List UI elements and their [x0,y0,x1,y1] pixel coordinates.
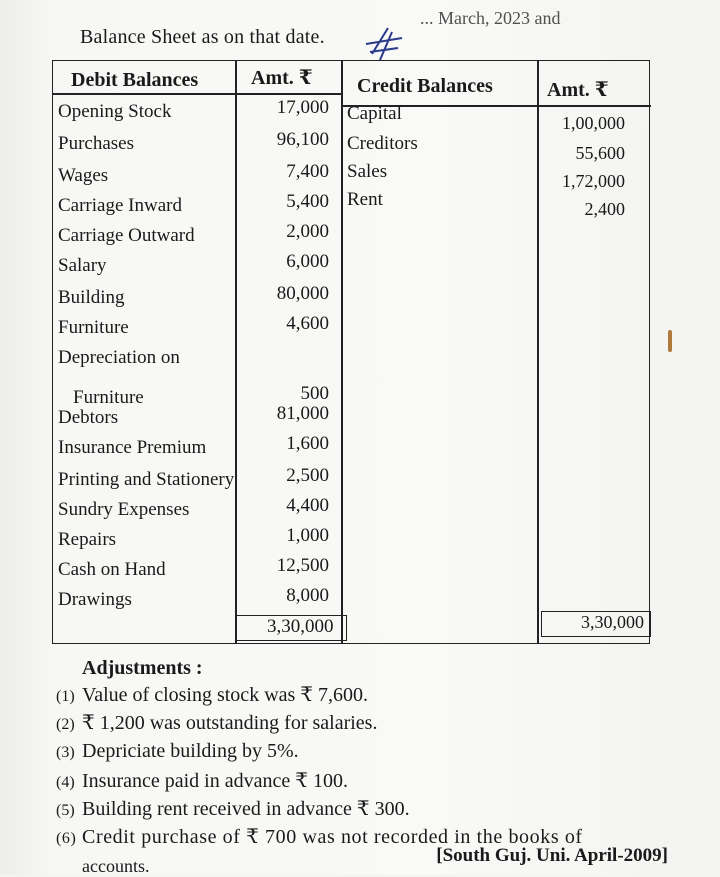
adjustments-title: Adjustments : [82,657,203,679]
debit-row-label: Sundry Expenses [58,499,190,520]
debit-row-label: Building [58,287,125,308]
debit-row-label: Debtors [58,407,119,428]
adjustment-text: Depriciate building by 5%. [82,740,299,762]
debit-row-amount: 5,400 [286,191,329,212]
credit-row-label: Creditors [347,133,418,154]
debit-row-label: Furniture [58,317,129,338]
trial-balance-table [52,60,650,644]
debit-row-label: Purchases [58,133,134,154]
credit-row-amount: 1,72,000 [562,171,625,191]
debit-row-amount: 2,000 [286,221,329,242]
debit-row-label: Furniture [73,387,144,408]
debit-row-amount: 12,500 [276,555,329,576]
debit-row-amount: 4,600 [286,313,329,334]
debit-row-label: Salary [58,255,107,276]
credit-row-amount: 55,600 [575,143,625,163]
debit-row-label: Depreciation on [58,347,180,368]
debit-row-amount: 1,600 [286,433,329,454]
debit-total: 3,30,000 [267,616,334,637]
adjustment-number: (4) [56,774,75,791]
handwritten-mark-icon [362,24,408,64]
debit-row-label: Drawings [58,589,132,610]
debit-row-label: Carriage Inward [58,195,182,216]
page-edge-mark [668,330,672,352]
credit-row-amount: 2,400 [584,199,625,219]
debit-row-amount: 500 [300,383,329,404]
adjustment-item [56,710,377,735]
adjustment-text: Building rent received in advance ₹ 300. [82,798,410,820]
debit-row-label: Wages [58,165,109,186]
debit-row-label: Insurance Premium [58,437,207,458]
credit-row-label: Capital [347,103,402,124]
header-credit-amount: Amt. ₹ [547,79,609,101]
debit-row-amount: 80,000 [276,283,329,304]
header-debit-balances: Debit Balances [71,69,199,91]
debit-row-amount: 2,500 [286,465,329,486]
adjustment-item [56,768,348,793]
adjustment-number: (5) [56,802,75,819]
column-divider [341,61,343,643]
debit-row-label: Carriage Outward [58,225,195,246]
adjustment-text: Insurance paid in advance ₹ 100. [82,770,348,792]
credit-row-label: Sales [347,161,388,182]
debit-row-amount: 8,000 [286,585,329,606]
debit-row-amount: 6,000 [286,251,329,272]
cropped-heading-text: ... March, 2023 and [420,8,561,28]
adjustment-text: Credit purchase of ₹ 700 was not recorded in the books of [82,826,583,848]
header-rule [53,93,343,95]
adjustment-text: Value of closing stock was ₹ 7,600. [82,684,369,706]
source-citation: [South Guj. Uni. April-2009] [436,845,668,866]
column-divider [235,61,237,643]
debit-row-label: Repairs [58,529,117,550]
debit-row-amount: 96,100 [276,129,329,150]
column-divider [537,61,539,643]
intro-text: Balance Sheet as on that date. [80,26,325,48]
debit-row-amount: 81,000 [276,403,329,424]
header-debit-amount: Amt. ₹ [251,67,313,89]
credit-row-label: Rent [347,189,383,210]
credit-row-amount: 1,00,000 [562,113,625,133]
adjustment-continuation: accounts. [82,856,150,876]
adjustment-number: (1) [56,688,75,705]
debit-row-amount: 4,400 [286,495,329,516]
debit-row-label: Printing and Stationery [58,469,235,490]
adjustment-item [56,796,410,821]
adjustment-item [56,682,368,707]
adjustment-text: ₹ 1,200 was outstanding for salaries. [82,712,378,734]
debit-row-amount: 17,000 [276,97,329,118]
adjustment-number: (6) [56,830,77,847]
adjustment-number: (2) [56,716,75,733]
debit-row-amount: 7,400 [286,161,329,182]
adjustment-item [56,740,299,763]
debit-row-label: Cash on Hand [58,559,166,580]
credit-total: 3,30,000 [581,612,644,632]
debit-row-label: Opening Stock [58,101,172,122]
debit-row-amount: 1,000 [286,525,329,546]
header-credit-balances: Credit Balances [357,75,493,97]
adjustment-number: (3) [56,744,75,761]
